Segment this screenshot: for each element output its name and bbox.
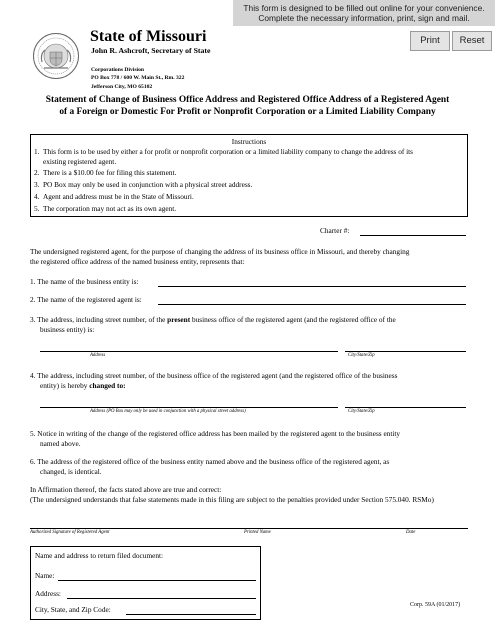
affirmation-statement: In Affirmation thereof, the facts stated above are true and correct: (The undersigned understands that false statements made in this filing are subject to the penalties provided under Section 575.040. RSMo) <box>30 485 434 504</box>
intro-paragraph: The undersigned registered agent, for the purpose of changing the address of its business office in Missouri, and thereby changing the registered office address of the named business entity, represents that: <box>30 247 410 266</box>
date-caption: Date <box>406 530 416 535</box>
return-city-state-zip-field[interactable] <box>126 614 256 615</box>
business-entity-name-field[interactable] <box>158 286 466 287</box>
identical-address-statement: 6. The address of the registered office of the business entity named above and the business office of the registered agent, as changed, is identical. <box>30 457 390 476</box>
division-po-box: PO Box 778 / 600 W. Main St., Rm. 322 <box>91 75 185 82</box>
present-city-state-zip-field[interactable] <box>345 351 466 352</box>
new-city-state-zip-field[interactable] <box>345 407 466 408</box>
signature-line[interactable] <box>30 528 468 529</box>
new-city-caption: City/State/Zip <box>348 409 375 414</box>
return-box-title: Name and address to return filed document: <box>35 551 164 560</box>
registered-agent-label: 2. The name of the registered agent is: <box>30 295 142 304</box>
division-city: Jefferson City, MO 65102 <box>91 83 153 90</box>
present-address-field[interactable] <box>40 351 338 352</box>
instruction-item: 3. PO Box may only be used in conjunction with a physical street address. <box>34 180 253 189</box>
instructions-title: Instructions <box>231 137 267 146</box>
notice-line-2: Complete the necessary information, print, sign and mail. <box>258 13 470 23</box>
form-heading-line-1: Statement of Change of Business Office Address and Registered Office Address of a Registered Agent <box>45 95 450 105</box>
new-address-caption: Address (PO Box may only be used in conjunction with a physical street address) <box>90 409 246 414</box>
registered-agent-name-field[interactable] <box>158 304 466 305</box>
signature-caption: Authorized Signature of Registered Agent <box>30 530 110 535</box>
charter-number-field[interactable] <box>360 235 466 236</box>
online-form-notice <box>233 0 495 26</box>
return-address-box <box>30 546 261 620</box>
notice-line-1: This form is designed to be filled out online for your convenience. <box>243 3 485 13</box>
business-entity-label: 1. The name of the business entity is: <box>30 277 139 286</box>
return-name-label: Name: <box>35 571 55 580</box>
instruction-item: 5. The corporation may not act as its own agent. <box>34 204 177 213</box>
state-title: State of Missouri <box>90 28 207 45</box>
return-csz-label: City, State, and Zip Code: <box>35 605 111 614</box>
instruction-item: 2. There is a $10.00 fee for filing this statement. <box>34 168 177 177</box>
reset-button[interactable]: Reset <box>452 31 492 51</box>
notice-mailed-statement: 5. Notice in writing of the change of the registered office address has been mailed by the registered agent to the business entity named above. <box>30 429 401 448</box>
new-address-field[interactable] <box>40 407 338 408</box>
present-address-paragraph: 3. The address, including street number, of the present business office of the registered agent (and the registered office of the business entity) is: <box>30 315 396 334</box>
form-heading-line-2: of a Foreign or Domestic For Profit or Nonprofit Corporation or a Limited Liability Company <box>59 106 436 117</box>
instruction-item: existing registered agent. <box>43 156 117 166</box>
present-address-caption: Address <box>90 353 106 358</box>
new-address-paragraph: 4. The address, including street number, of the business office of the registered agent (and the registered office of the business entity) is hereby changed to: <box>30 371 398 390</box>
instruction-item: 1. This form is to be used by either a for profit or nonprofit corporation or a limited liability company to change the address of its <box>34 147 414 156</box>
form-code: Corp. 59A (01/2017) <box>410 602 461 608</box>
instructions-box <box>30 134 468 217</box>
instruction-item: 4. Agent and address must be in the State of Missouri. <box>34 192 194 201</box>
print-button[interactable]: Print <box>410 31 450 51</box>
return-name-field[interactable] <box>58 580 256 581</box>
printed-name-caption: Printed Name <box>244 530 271 535</box>
division-address <box>91 66 184 91</box>
present-city-caption: City/State/Zip <box>348 353 375 358</box>
return-address-field[interactable] <box>67 598 256 599</box>
missouri-state-seal-icon <box>32 32 80 80</box>
return-address-label: Address: <box>35 589 61 598</box>
form-heading <box>20 95 475 118</box>
charter-label: Charter #: <box>320 226 350 235</box>
division-name: Corporations Division <box>91 67 144 73</box>
secretary-of-state: John R. Ashcroft, Secretary of State <box>91 46 211 55</box>
